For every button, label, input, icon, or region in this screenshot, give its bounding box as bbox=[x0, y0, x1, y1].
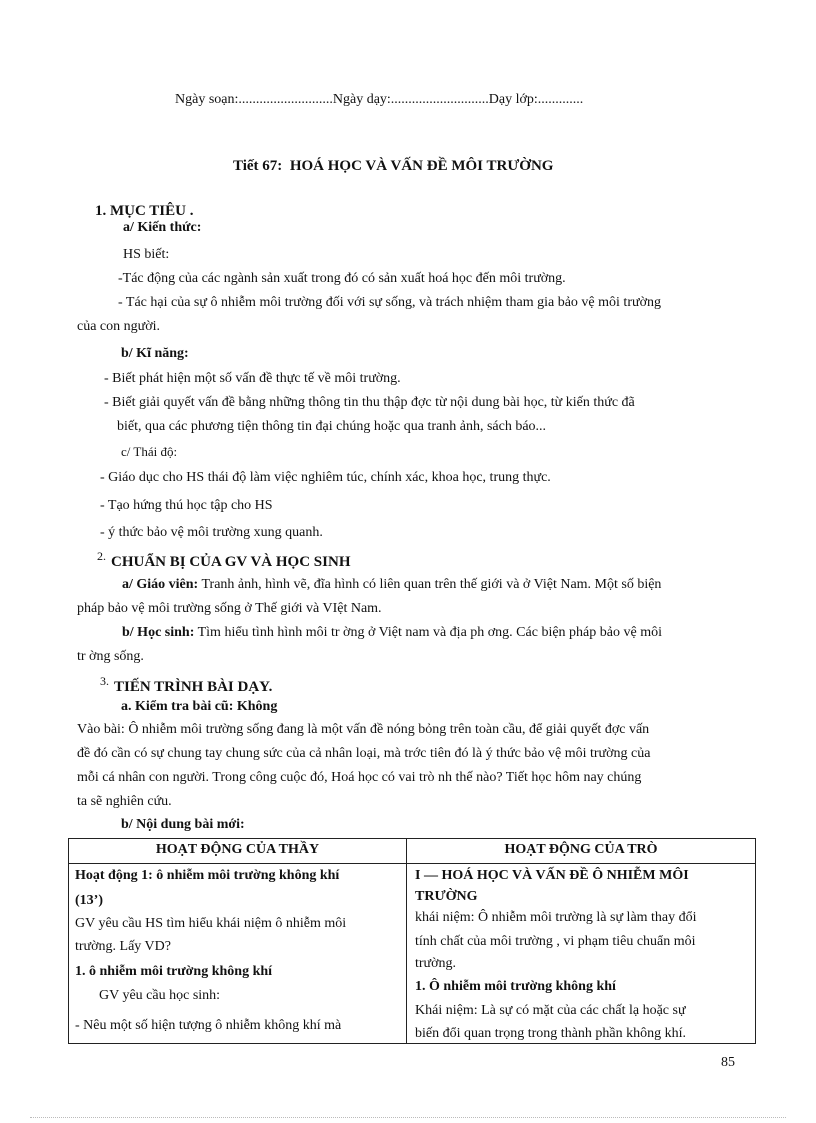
intro-line-2: đề đó cần có sự chung tay chung sức của cả nhân loại, mà trớc tiên đó là ý thức bảo vệ môi trường của bbox=[77, 746, 651, 761]
intro-line-3: mỗi cá nhân con người. Trong công cuộc đó, Hoá học có vai trò nh thế nào? Tiết học hôm nay chúng bbox=[77, 770, 642, 785]
attitude-line-3: - ý thức bảo vệ môi trường xung quanh. bbox=[100, 525, 323, 540]
skills-line-2: - Biết giải quyết vấn đề bằng những thông tin thu thập đợc từ nội dung bài học, từ kiến thức đã bbox=[104, 395, 635, 410]
section1-heading: 1. MỤC TIÊU . bbox=[95, 203, 194, 219]
knowledge-line-3: - Tác hại của sự ô nhiễm môi trường đối với sự sống, và trách nhiệm tham gia bảo vệ môi trường bbox=[118, 295, 661, 310]
activity-table bbox=[68, 838, 756, 1044]
attitude-line-2: - Tạo hứng thú học tập cho HS bbox=[100, 498, 273, 513]
skills-line-1: - Biết phát hiện một số vấn đề thực tế về môi trường. bbox=[104, 371, 401, 386]
student-definition-1: khái niệm: Ô nhiễm môi trường là sự làm thay đổi bbox=[415, 910, 697, 925]
new-content-heading: b/ Nội dung bài mới: bbox=[121, 817, 245, 832]
student-air-definition-1: Khái niệm: Là sự có mặt của các chất lạ hoặc sự bbox=[415, 1003, 686, 1018]
teacher-step-2: GV yêu cầu học sinh: bbox=[99, 988, 221, 1003]
knowledge-line-4: của con người. bbox=[77, 319, 161, 334]
student-heading-1: I — HOÁ HỌC VÀ VẤN ĐỀ Ô NHIỄM MÔI bbox=[415, 868, 689, 883]
student-column-header: HOẠT ĐỘNG CỦA TRÒ bbox=[504, 842, 658, 857]
student-prep-line-2: tr ờng sống. bbox=[77, 649, 144, 664]
section2-number: 2. bbox=[97, 549, 106, 563]
section3-heading: TIẾN TRÌNH BÀI DẠY. bbox=[114, 679, 273, 695]
lesson-title-text: HOÁ HỌC VÀ VẤN ĐỀ MÔI TRƯỜNG bbox=[289, 158, 554, 174]
teacher-prep-line-2: pháp bảo vệ môi trường sống ở Thế giới và VIệt Nam. bbox=[77, 601, 382, 616]
intro-line-1: Vào bài: Ô nhiễm môi trường sống đang là một vấn đề nóng bỏng trên toàn cầu, để giải quyết đợc vấn bbox=[77, 722, 650, 737]
review-heading: a. Kiểm tra bài cũ: Không bbox=[121, 699, 278, 714]
section2-heading: CHUẨN BỊ CỦA GV VÀ HỌC SINH bbox=[111, 554, 351, 570]
lesson-number: Tiết 67: bbox=[233, 158, 283, 174]
skills-line-3: biết, qua các phương tiện thông tin đại chúng hoặc qua tranh ảnh, sách báo... bbox=[117, 419, 547, 434]
teacher-step-3: - Nêu một số hiện tượng ô nhiễm không khí mà bbox=[75, 1018, 342, 1033]
knowledge-heading: a/ Kiến thức: bbox=[123, 220, 202, 235]
skills-heading: b/ Kĩ năng: bbox=[121, 346, 189, 361]
knowledge-line-2: -Tác động của các ngành sản xuất trong đó có sản xuất hoá học đến môi trường. bbox=[118, 271, 566, 286]
teacher-step-1b: trường. Lấy VD? bbox=[75, 939, 171, 954]
knowledge-line-1: HS biết: bbox=[123, 247, 170, 262]
date-header: Ngày soạn:...........................Ngày dạy:............................Dạy lớp:............. bbox=[175, 92, 584, 107]
activity-1-time: (13’) bbox=[75, 893, 103, 908]
student-heading-2: TRƯỜNG bbox=[415, 889, 478, 904]
student-definition-2: tính chất của môi trường , vi phạm tiêu chuẩn môi bbox=[415, 934, 696, 949]
section3-number: 3. bbox=[100, 674, 109, 688]
teacher-prep-text: Tranh ảnh, hình vẽ, đĩa hình có liên quan trên thế giới và ở Việt Nam. Một số biện bbox=[198, 577, 662, 592]
student-definition-3: trường. bbox=[415, 956, 457, 971]
student-prep-text: Tìm hiểu tình hình môi tr ờng ở Việt nam và địa ph ơng. Các biện pháp bảo vệ môi bbox=[194, 625, 662, 640]
activity-1-title: Hoạt động 1: ô nhiễm môi trường không khí bbox=[75, 868, 340, 883]
attitude-line-1: - Giáo dục cho HS thái độ làm việc nghiêm túc, chính xác, khoa học, trung thực. bbox=[100, 470, 551, 485]
page-number: 85 bbox=[721, 1055, 735, 1070]
teacher-subheading: 1. ô nhiễm môi trường không khí bbox=[75, 964, 273, 979]
footer-dotted-divider bbox=[30, 1117, 786, 1118]
intro-line-4: ta sẽ nghiên cứu. bbox=[77, 794, 172, 809]
attitude-heading: c/ Thái độ: bbox=[121, 444, 178, 459]
student-prep bbox=[122, 625, 662, 641]
lesson-title bbox=[233, 158, 553, 175]
column-divider bbox=[406, 839, 407, 1043]
teacher-prep bbox=[122, 577, 661, 593]
student-subheading: 1. Ô nhiễm môi trường không khí bbox=[415, 979, 616, 994]
teacher-step-1a: GV yêu cầu HS tìm hiểu khái niệm ô nhiễm môi bbox=[75, 916, 347, 931]
teacher-column-header: HOẠT ĐỘNG CỦA THẦY bbox=[155, 842, 320, 857]
header-divider bbox=[69, 863, 755, 864]
student-prep-label: b/ Học sinh: bbox=[122, 625, 195, 640]
student-air-definition-2: biến đổi quan trọng trong thành phần không khí. bbox=[415, 1026, 687, 1041]
teacher-prep-label: a/ Giáo viên: bbox=[122, 577, 199, 592]
